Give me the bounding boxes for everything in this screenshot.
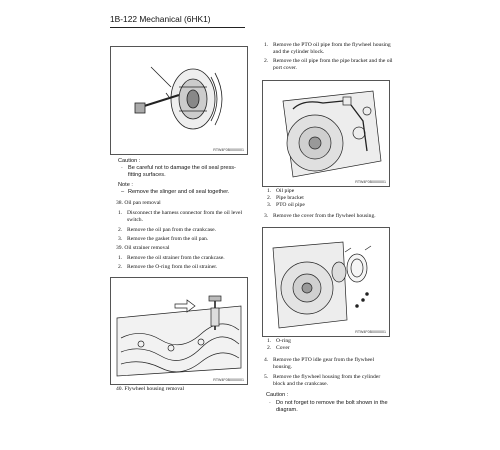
step-39-title: 39. Oil strainer removal xyxy=(116,245,170,251)
figure-pto-oil-pipe xyxy=(262,80,390,187)
figure-flywheel-cover xyxy=(262,227,390,337)
note-text: – Remove the slinger and oil seal together. xyxy=(121,189,230,195)
step-38-2: 2. Remove the oil pan from the crankcase. xyxy=(118,227,217,233)
legend-item: 2. Pipe bracket xyxy=(267,195,304,201)
oil-seal-puller-illustration xyxy=(111,47,247,154)
bullet: – xyxy=(121,189,125,195)
bullet: · xyxy=(121,165,123,171)
page-title: 1B-122 Mechanical (6HK1) xyxy=(110,14,211,24)
right-step-1: 1. Remove the PTO oil pipe from the flywheel housing xyxy=(264,42,391,48)
figure-oil-strainer xyxy=(110,277,248,385)
right-step-1-cont: and the cylinder block. xyxy=(273,49,325,55)
caution-label: Caution : xyxy=(118,158,141,164)
caution-text: · Do not forget to remove the bolt shown in the xyxy=(269,400,388,406)
figure-oil-seal-puller xyxy=(110,46,248,155)
figure-code: RTW4F0B0000001 xyxy=(355,180,386,184)
right-step-4: 4. Remove the PTO idle gear from the flywheel xyxy=(264,357,375,363)
step-38-title: 38. Oil pan removal xyxy=(116,200,161,206)
step-38-1: 1. Disconnect the harness connector from the oil level xyxy=(118,210,243,216)
step-38-3: 3. Remove the gasket from the oil pan. xyxy=(118,236,209,242)
right-step-2-cont: port cover. xyxy=(273,65,297,71)
caution-label: Caution : xyxy=(266,392,289,398)
caution-text-cont: fitting surfaces. xyxy=(128,172,166,178)
pto-oil-pipe-illustration xyxy=(263,81,389,186)
header-rule xyxy=(110,27,245,28)
oil-strainer-illustration xyxy=(111,278,247,384)
caution-text: · Be careful not to damage the oil seal press- xyxy=(121,165,236,171)
step-38-1-cont: switch. xyxy=(127,217,144,223)
right-step-3: 3. Remove the cover from the flywheel housing. xyxy=(264,213,376,219)
flywheel-cover-illustration xyxy=(263,228,389,336)
figure-code: RTW4F0B0000001 xyxy=(213,378,244,382)
right-step-5: 5. Remove the flywheel housing from the cylinder xyxy=(264,374,381,380)
figure-code: RTW4F0B0000001 xyxy=(213,148,244,152)
legend-item: 1. Oil pipe xyxy=(267,188,295,194)
legend-item: 3. PTO oil pipe xyxy=(267,202,305,208)
right-step-4-cont: housing. xyxy=(273,364,293,370)
legend-item: 1. O-ring xyxy=(267,338,291,344)
step-39-2: 2. Remove the O-ring from the oil strainer. xyxy=(118,264,218,270)
right-step-5-cont: block and the crankcase. xyxy=(273,381,328,387)
step-39-1: 1. Remove the oil strainer from the crankcase. xyxy=(118,255,225,261)
note-label: Note : xyxy=(118,182,133,188)
caution-text-cont: diagram. xyxy=(276,407,298,413)
step-40-title: 40. Flywheel housing removal xyxy=(116,386,185,392)
figure-code: RTW4F0B0000001 xyxy=(355,330,386,334)
right-step-2: 2. Remove the oil pipe from the pipe bracket and the oil xyxy=(264,58,393,64)
legend-item: 2. Cover xyxy=(267,345,290,351)
bullet: · xyxy=(269,400,271,406)
